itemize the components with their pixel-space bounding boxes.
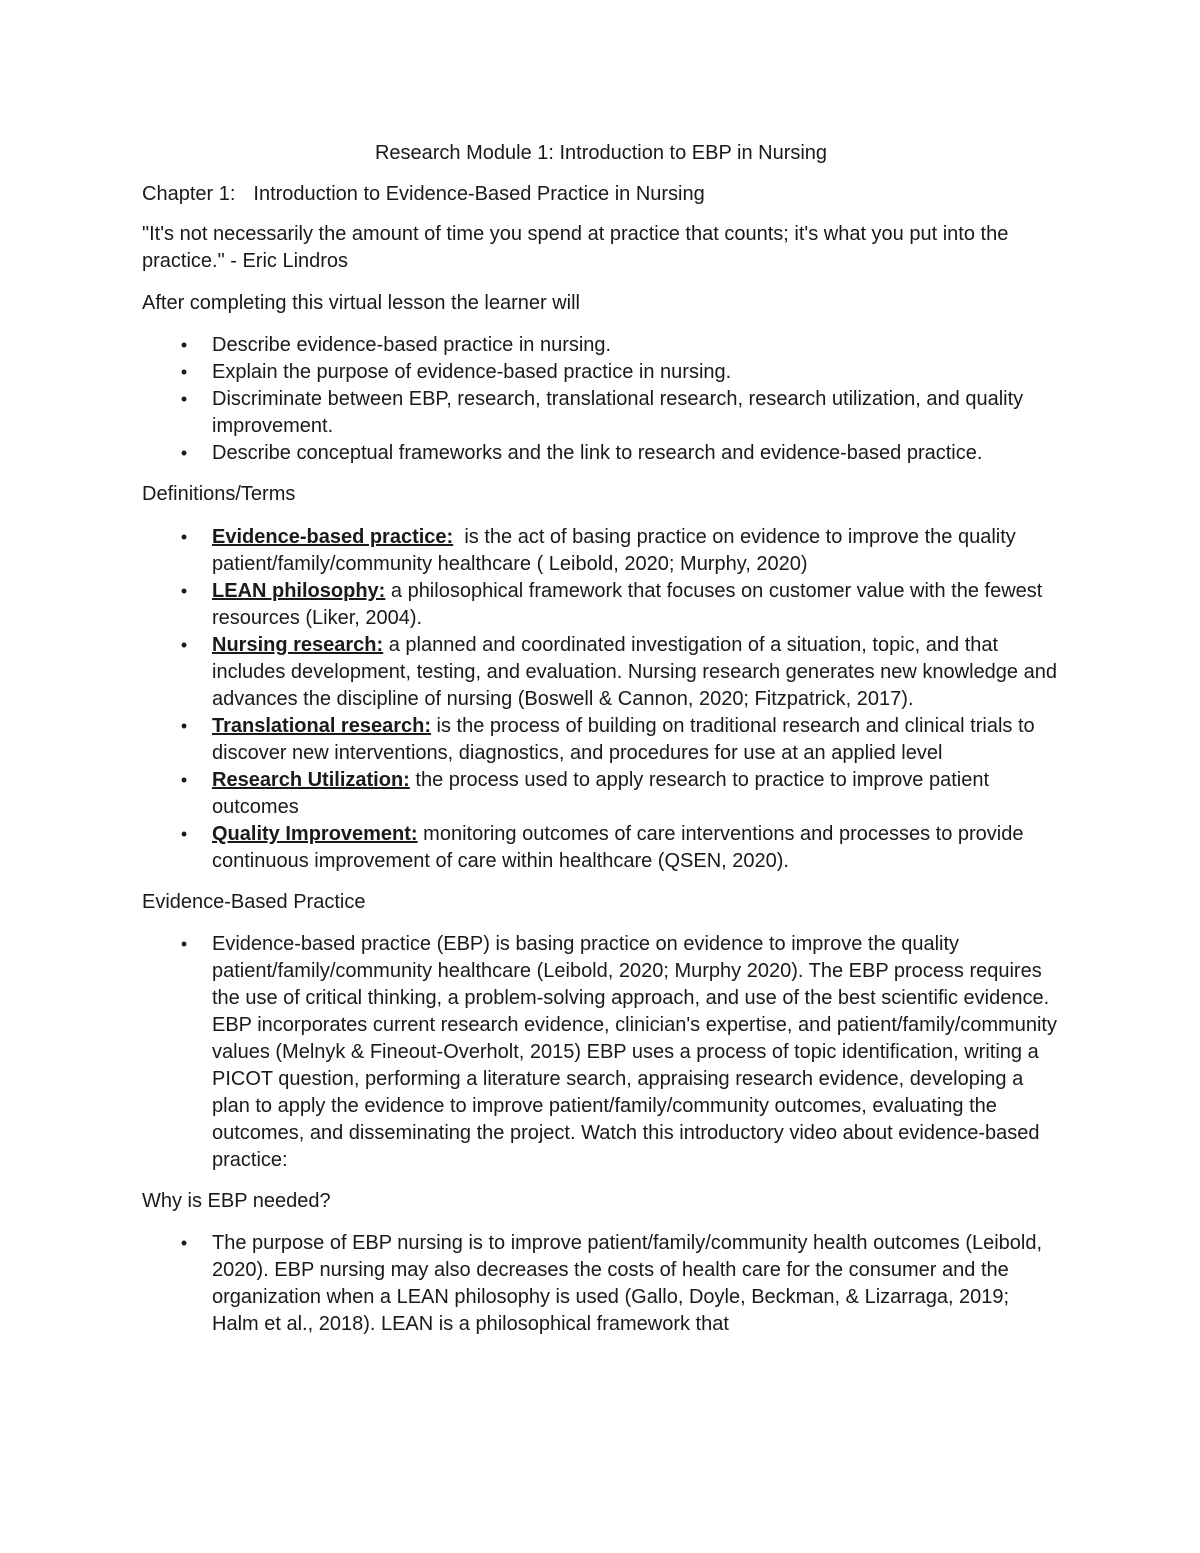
definition-item <box>142 632 1060 713</box>
objectives-list <box>142 332 1060 467</box>
bullet-icon: • <box>180 635 188 655</box>
definitions-heading: Definitions/Terms <box>142 483 296 505</box>
objective-text: Describe evidence-based practice in nursing. <box>212 334 612 356</box>
why-heading: Why is EBP needed? <box>142 1190 331 1212</box>
quote: "It's not necessarily the amount of time you spend at practice that counts; it's what you put into the practice." - Eric Lindros <box>142 223 1009 272</box>
objective-text: Discriminate between EBP, research, translational research, research utilization, and quality improvement. <box>212 388 1024 437</box>
bullet-icon: • <box>180 1233 188 1253</box>
definition-item <box>142 821 1060 875</box>
bullet-icon: • <box>180 581 188 601</box>
definition-term: Research Utilization: <box>212 769 410 791</box>
chapter-heading <box>142 181 1060 208</box>
list-item <box>142 359 1060 386</box>
bullet-icon: • <box>180 934 188 954</box>
definition-item <box>142 524 1060 578</box>
definition-term: LEAN philosophy: <box>212 580 386 602</box>
definition-text: the process used to apply research to practice to improve patient outcomes <box>212 769 990 818</box>
bullet-icon: • <box>180 335 188 355</box>
bullet-icon: • <box>180 443 188 463</box>
why-list <box>142 1230 1060 1338</box>
bullet-icon: • <box>180 824 188 844</box>
definition-item <box>142 713 1060 767</box>
definition-text: a philosophical framework that focuses on customer value with the fewest resources (Liker, 2004). <box>212 580 1043 629</box>
ebp-heading: Evidence-Based Practice <box>142 891 366 913</box>
ebp-list <box>142 931 1060 1174</box>
objective-text: Explain the purpose of evidence-based practice in nursing. <box>212 361 732 383</box>
chapter-label: Chapter 1: <box>142 183 236 205</box>
ebp-paragraph: Evidence-based practice (EBP) is basing practice on evidence to improve the quality patient/family/community healthcare (Leibold, 2020; Murphy 2020). The EBP process requires the use of critical thinking, a problem-solving approach, and use of the best scientific evidence. EBP incorporates current research evidence, clinician's expertise, and patient/family/community values (Melnyk & Fineout-Overholt, 2015) EBP uses a process of topic identification, writing a PICOT question, performing a literature search, appraising research evidence, developing a plan to apply the evidence to improve patient/family/community outcomes, evaluating the outcomes, and disseminating the project. Watch this introductory video about evidence-based practice: <box>212 933 1057 1171</box>
bullet-icon: • <box>180 527 188 547</box>
chapter-title: Introduction to Evidence-Based Practice in Nursing <box>253 183 705 205</box>
list-item <box>142 931 1060 1174</box>
bullet-icon: • <box>180 362 188 382</box>
definition-term: Translational research: <box>212 715 431 737</box>
bullet-icon: • <box>180 389 188 409</box>
definition-text: is the act of basing practice on evidence to improve the quality patient/family/community healthcare ( Leibold, 2020; Murphy, 2020) <box>212 526 1022 575</box>
definition-item <box>142 578 1060 632</box>
why-paragraph: The purpose of EBP nursing is to improve patient/family/community health outcomes (Leibold, 2020). EBP nursing may also decreases the costs of health care for the consumer and the organization when a LEAN philosophy is used (Gallo, Doyle, Beckman, & Lizarraga, 2019; Halm et al., 2018). LEAN is a philosophical framework that <box>212 1232 1043 1335</box>
bullet-icon: • <box>180 770 188 790</box>
list-item <box>142 1230 1060 1338</box>
definition-text: a planned and coordinated investigation of a situation, topic, and that includes development, testing, and evaluation. Nursing research generates new knowledge and advances the discipline of nursing (Boswell & Cannon, 2020; Fitzpatrick, 2017). <box>212 634 1057 710</box>
definitions-list <box>142 524 1060 875</box>
definition-item <box>142 767 1060 821</box>
definition-text: is the process of building on traditional research and clinical trials to discover new interventions, diagnostics, and procedures for use at an applied level <box>212 715 1035 764</box>
page-title: Research Module 1: Introduction to EBP in Nursing <box>374 142 828 164</box>
objectives-intro: After completing this virtual lesson the learner will <box>142 292 580 314</box>
list-item <box>142 386 1060 440</box>
list-item <box>142 440 1060 467</box>
list-item <box>142 332 1060 359</box>
objective-text: Describe conceptual frameworks and the link to research and evidence-based practice. <box>212 442 983 464</box>
definition-term: Nursing research: <box>212 634 384 656</box>
definition-text: monitoring outcomes of care interventions and processes to provide continuous improvement of care within healthcare (QSEN, 2020). <box>212 823 1024 872</box>
definition-term: Evidence-based practice: <box>212 526 454 548</box>
bullet-icon: • <box>180 716 188 736</box>
definition-term: Quality Improvement: <box>212 823 418 845</box>
